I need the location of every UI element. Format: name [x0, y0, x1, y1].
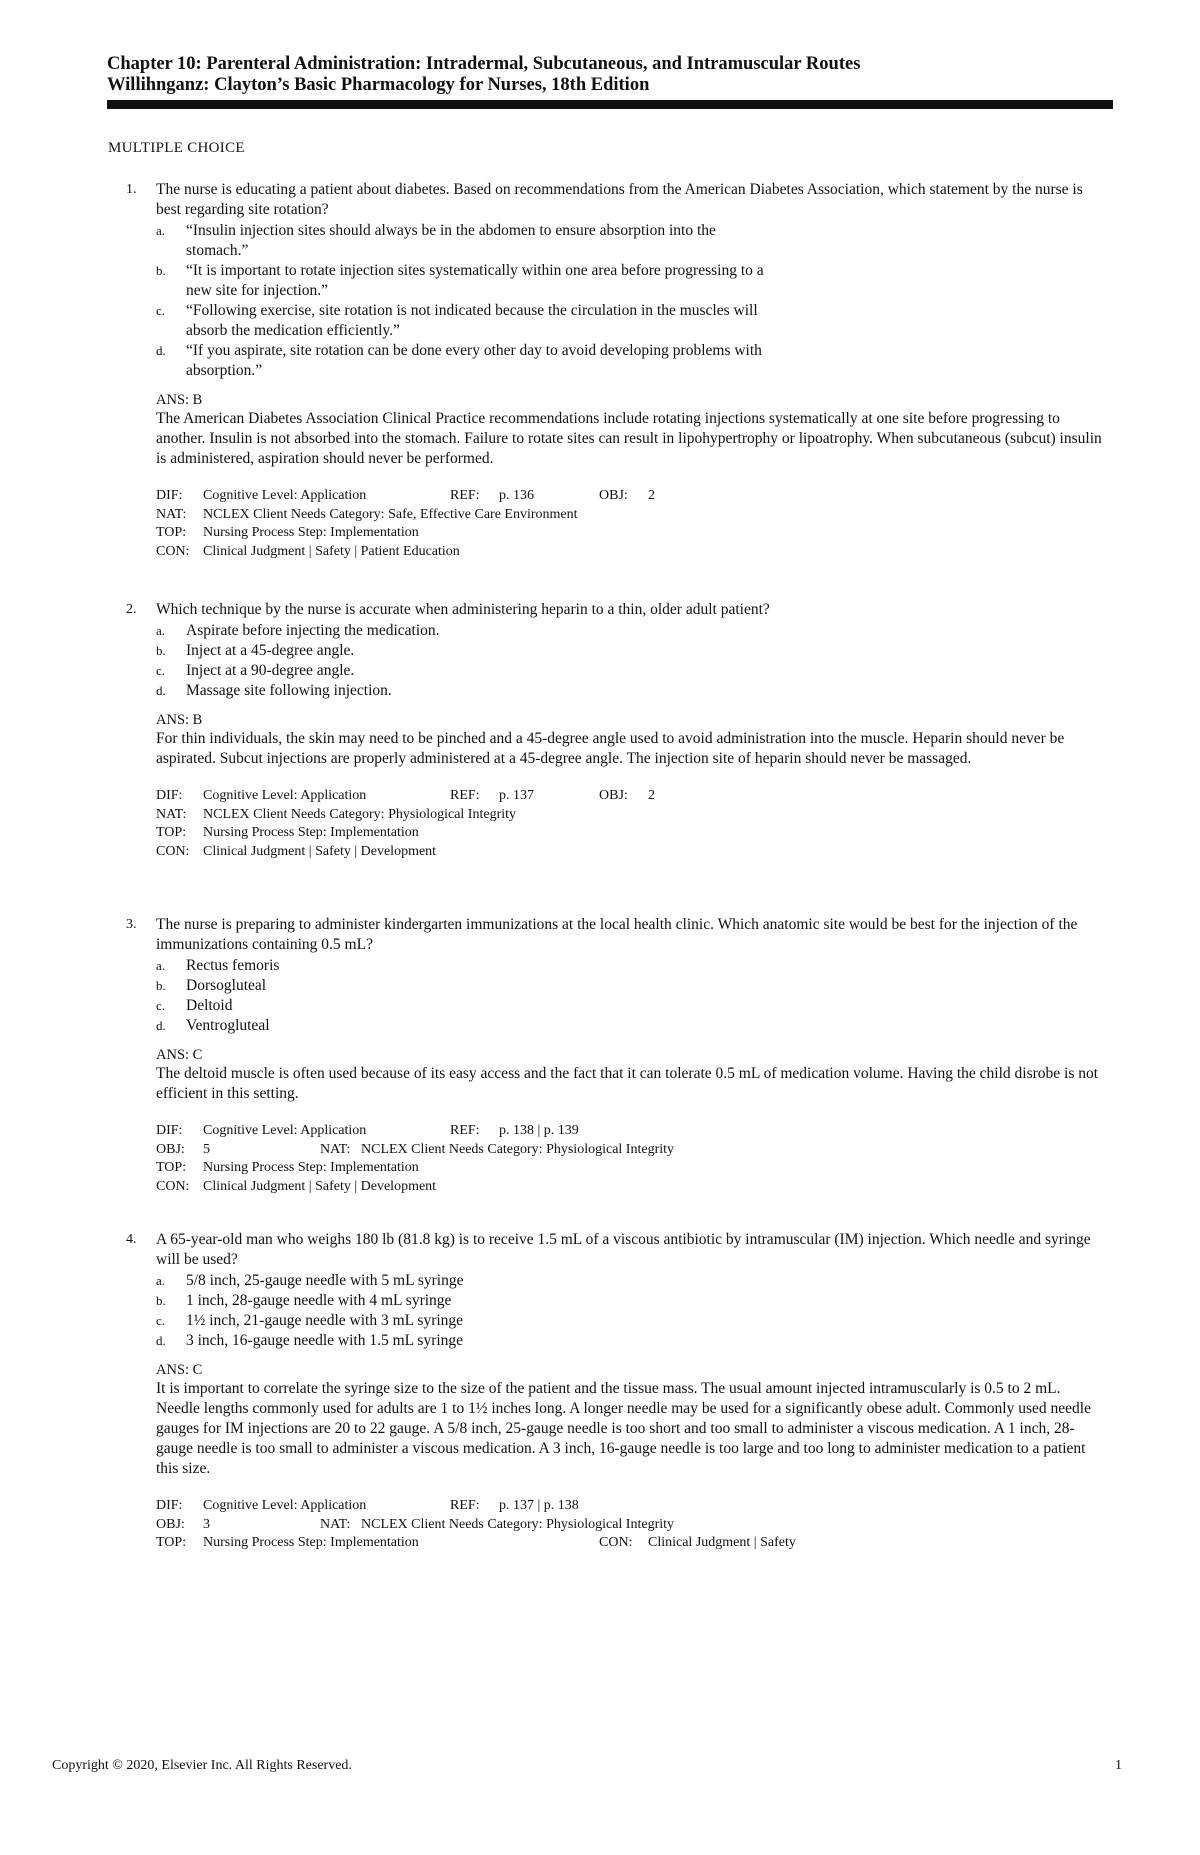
choice-text: 1 inch, 28-gauge needle with 4 mL syringe: [186, 1292, 452, 1309]
choice-a[interactable]: [156, 1271, 1106, 1291]
choice-b[interactable]: [156, 641, 1106, 661]
question-metadata: [156, 787, 1106, 861]
rationale: The deltoid muscle is often used because of its easy access and the fact that it can tolerate 0.5 mL of medication volume. Having the child disrobe is not efficient in this setting.: [156, 1065, 1099, 1102]
choice-letter: d.: [156, 1018, 166, 1033]
nat-value: NCLEX Client Needs Category: Safe, Effective Care Environment: [203, 506, 578, 522]
con-value: Clinical Judgment | Safety | Development: [203, 1178, 437, 1194]
question-2: [126, 600, 1106, 861]
choice-text: Dorsogluteal: [186, 977, 267, 994]
ref-value: p. 136: [499, 488, 534, 503]
top-value: Nursing Process Step: Implementation: [203, 1535, 419, 1550]
con-value: Clinical Judgment | Safety: [648, 1535, 796, 1550]
dif-label: DIF:: [156, 1498, 183, 1513]
choice-text: 1½ inch, 21-gauge needle with 3 mL syringe: [186, 1312, 464, 1329]
choice-letter: d.: [156, 683, 166, 698]
con-value: Clinical Judgment | Safety | Development: [203, 843, 437, 859]
choice-letter: a.: [156, 223, 166, 238]
dif-value: Cognitive Level: Application: [203, 788, 367, 803]
ref-label: REF:: [450, 488, 480, 503]
choice-d[interactable]: [156, 1016, 1106, 1036]
page-number: 1: [1115, 1758, 1122, 1773]
dif-label: DIF:: [156, 788, 183, 803]
dif-value: Cognitive Level: Application: [203, 1498, 367, 1513]
question-metadata: [156, 1497, 1106, 1553]
question-stem: [126, 180, 1106, 220]
question-number: 2.: [126, 602, 137, 617]
choice-list: [156, 956, 1106, 1036]
choice-text: Aspirate before injecting the medication.: [186, 622, 440, 639]
nat-label: NAT:: [320, 1516, 351, 1532]
obj-label: OBJ:: [156, 1141, 185, 1157]
ref-label: REF:: [450, 1498, 480, 1513]
choice-text: 5/8 inch, 25-gauge needle with 5 mL syringe: [186, 1272, 464, 1289]
nat-value: NCLEX Client Needs Category: Physiological Integrity: [361, 1141, 675, 1157]
rationale: For thin individuals, the skin may need to be pinched and a 45-degree angle used to avoid administration into the muscle. Heparin should never be aspirated. Subcut injections are properly administered at a 45-degree angle. The injection site of heparin should never be massaged.: [156, 730, 1065, 767]
question-stem: [126, 1230, 1106, 1270]
copyright-notice: Copyright © 2020, Elsevier Inc. All Rights Reserved.: [52, 1758, 352, 1773]
choice-b[interactable]: [156, 1291, 1106, 1311]
top-label: TOP:: [156, 525, 187, 540]
nat-value: NCLEX Client Needs Category: Physiological Integrity: [361, 1516, 675, 1532]
obj-label: OBJ:: [599, 788, 628, 803]
obj-label: OBJ:: [156, 1516, 185, 1532]
choice-letter: c.: [156, 1313, 166, 1328]
question-stem: [126, 915, 1106, 955]
choice-text: “If you aspirate, site rotation can be done every other day to avoid developing problems with absorption.”: [186, 342, 762, 379]
choice-text: Massage site following injection.: [186, 682, 392, 699]
question-text: The nurse is preparing to administer kindergarten immunizations at the local health clinic. Which anatomic site would be best for the injection of the immunizations containing 0.5 mL?: [156, 916, 1078, 953]
ref-label: REF:: [450, 788, 480, 803]
choice-c[interactable]: [156, 301, 1106, 341]
choice-letter: c.: [156, 663, 166, 678]
section-title: MULTIPLE CHOICE: [108, 140, 245, 156]
question-text: A 65-year-old man who weighs 180 lb (81.8 kg) is to receive 1.5 mL of a viscous antibiotic by intramuscular (IM) injection. Which needle and syringe will be used?: [156, 1231, 1091, 1268]
choice-c[interactable]: [156, 1311, 1106, 1331]
dif-value: Cognitive Level: Application: [203, 1123, 367, 1138]
document-header: [107, 54, 1107, 96]
con-label: CON:: [156, 543, 190, 559]
choice-letter: a.: [156, 958, 166, 973]
answer-key: ANS: C: [156, 1047, 203, 1063]
question-number: 4.: [126, 1232, 137, 1247]
ref-value: p. 137 | p. 138: [499, 1498, 579, 1513]
question-3: [126, 915, 1106, 1196]
obj-value: 2: [648, 788, 655, 803]
choice-text: Deltoid: [186, 997, 233, 1014]
dif-label: DIF:: [156, 1123, 183, 1138]
question-text: Which technique by the nurse is accurate when administering heparin to a thin, older adult patient?: [156, 601, 770, 618]
choice-letter: a.: [156, 623, 166, 638]
choice-text: “Insulin injection sites should always be in the abdomen to ensure absorption into the stomach.”: [186, 222, 716, 259]
choice-a[interactable]: [156, 956, 1106, 976]
question-number: 1.: [126, 182, 137, 197]
book-title: Willihnganz: Clayton’s Basic Pharmacology for Nurses, 18th Edition: [107, 75, 650, 95]
choice-text: 3 inch, 16-gauge needle with 1.5 mL syringe: [186, 1332, 464, 1349]
choice-a[interactable]: [156, 221, 1106, 261]
choice-letter: c.: [156, 303, 166, 318]
con-label: CON:: [156, 843, 190, 859]
choice-list: [156, 221, 1106, 381]
con-value: Clinical Judgment | Safety | Patient Education: [203, 543, 460, 559]
choice-letter: b.: [156, 978, 166, 993]
top-label: TOP:: [156, 1160, 187, 1175]
question-number: 3.: [126, 917, 137, 932]
choice-text: “Following exercise, site rotation is not indicated because the circulation in the muscles will absorb the medication efficiently.”: [186, 302, 758, 339]
choice-letter: c.: [156, 998, 166, 1013]
dif-value: Cognitive Level: Application: [203, 488, 367, 503]
top-value: Nursing Process Step: Implementation: [203, 1160, 419, 1175]
answer-key: ANS: B: [156, 712, 203, 728]
choice-letter: d.: [156, 1333, 166, 1348]
con-label: CON:: [599, 1535, 633, 1550]
choice-text: Rectus femoris: [186, 957, 280, 974]
con-label: CON:: [156, 1178, 190, 1194]
answer-key: ANS: C: [156, 1362, 203, 1378]
ref-value: p. 137: [499, 788, 534, 803]
nat-label: NAT:: [320, 1141, 351, 1157]
top-value: Nursing Process Step: Implementation: [203, 825, 419, 840]
choice-c[interactable]: [156, 661, 1106, 681]
rationale: It is important to correlate the syringe size to the size of the patient and the tissue mass. The usual amount injected intramuscularly is 0.5 to 2 mL. Needle lengths commonly used for adults are 1 to 1½ inches long. A longer needle may be used for a significantly obese adult. Commonly used needle gauges for IM injections are 20 to 22 gauge. A 5/8 inch, 25-gauge needle is too short and too small to administer a viscous medication. A 1 inch, 28-gauge needle is too small to administer a viscous medication. A 3 inch, 16-gauge needle is too large and too long to administer medication to a patient this size.: [156, 1380, 1091, 1477]
obj-label: OBJ:: [599, 488, 628, 503]
obj-value: 3: [203, 1516, 210, 1532]
choice-list: [156, 621, 1106, 701]
choice-text: “It is important to rotate injection sites systematically within one area before progressing to a new site for injection.”: [186, 262, 764, 299]
choice-d[interactable]: [156, 1331, 1106, 1351]
answer-key: ANS: B: [156, 392, 203, 408]
choice-c[interactable]: [156, 996, 1106, 1016]
header-rule: [107, 100, 1113, 109]
question-stem: [126, 600, 1106, 620]
choice-letter: b.: [156, 643, 166, 658]
question-text: The nurse is educating a patient about diabetes. Based on recommendations from the American Diabetes Association, which statement by the nurse is best regarding site rotation?: [156, 181, 1083, 218]
choice-d[interactable]: [156, 681, 1106, 701]
ref-label: REF:: [450, 1123, 480, 1138]
top-value: Nursing Process Step: Implementation: [203, 525, 419, 540]
obj-value: 5: [203, 1141, 210, 1157]
obj-value: 2: [648, 488, 655, 503]
choice-text: Ventrogluteal: [186, 1017, 270, 1034]
choice-a[interactable]: [156, 621, 1106, 641]
top-label: TOP:: [156, 825, 187, 840]
question-metadata: [156, 487, 1106, 561]
question-metadata: [156, 1122, 1106, 1196]
ref-value: p. 138 | p. 139: [499, 1123, 579, 1138]
choice-letter: b.: [156, 263, 166, 278]
choice-text: Inject at a 45-degree angle.: [186, 642, 355, 659]
choice-letter: b.: [156, 1293, 166, 1308]
choice-text: Inject at a 90-degree angle.: [186, 662, 355, 679]
question-1: [126, 180, 1106, 561]
question-4: [126, 1230, 1106, 1553]
chapter-title: Chapter 10: Parenteral Administration: Intradermal, Subcutaneous, and Intramuscular Routes: [107, 54, 861, 74]
top-label: TOP:: [156, 1535, 187, 1550]
nat-label: NAT:: [156, 506, 187, 522]
choice-b[interactable]: [156, 261, 1106, 301]
choice-letter: d.: [156, 343, 166, 358]
choice-letter: a.: [156, 1273, 166, 1288]
nat-value: NCLEX Client Needs Category: Physiological Integrity: [203, 806, 517, 822]
dif-label: DIF:: [156, 488, 183, 503]
choice-d[interactable]: [156, 341, 1106, 381]
rationale: The American Diabetes Association Clinical Practice recommendations include rotating injections systematically at one site before progressing to another. Insulin is not absorbed into the stomach. Failure to rotate sites can result in lipohypertrophy or lipoatrophy. When subcutaneous (subcut) insulin is administered, aspiration should never be performed.: [156, 410, 1102, 467]
choice-b[interactable]: [156, 976, 1106, 996]
nat-label: NAT:: [156, 806, 187, 822]
choice-list: [156, 1271, 1106, 1351]
